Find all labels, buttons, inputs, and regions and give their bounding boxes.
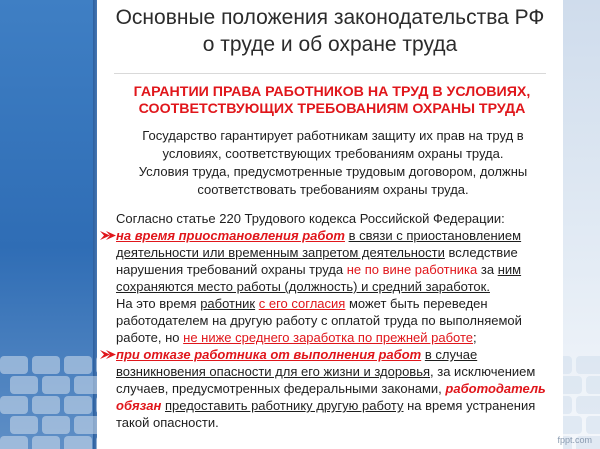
retained-rights-cont: сохраняются место работы (должность) и средний заработок.	[116, 279, 490, 294]
body-text: на время устранения	[403, 398, 536, 413]
body-text: может быть переведен	[345, 296, 488, 311]
decorative-tile	[586, 416, 600, 434]
title-line-1: Основные положения законодательства РФ	[115, 6, 545, 29]
decorative-tile	[32, 356, 60, 374]
title-divider	[114, 73, 546, 74]
suspension-reason: в связи с приостановлением	[348, 228, 522, 243]
body-line	[116, 329, 554, 346]
decorative-tile	[10, 376, 38, 394]
body-text: , за исключением	[430, 364, 536, 379]
body-line	[116, 295, 554, 312]
decorative-tile	[32, 436, 60, 449]
decorative-tile	[0, 356, 28, 374]
watermark: fppt.com	[557, 435, 592, 445]
body-text: вследствие	[444, 245, 518, 260]
decorative-tile	[10, 416, 38, 434]
decorative-tile	[42, 376, 70, 394]
article-text	[116, 210, 554, 431]
intro-line: Условия труда, предусмотренные трудовым договором, должны	[138, 164, 528, 179]
section-heading	[112, 84, 552, 118]
decorative-tile	[64, 436, 92, 449]
body-text: ;	[473, 330, 477, 345]
decorative-tile	[42, 416, 70, 434]
body-line	[116, 380, 554, 397]
suspension-reason-cont: деятельности или временным запретом деятельности	[116, 245, 445, 260]
decorative-tile	[576, 356, 600, 374]
decorative-tile	[0, 436, 28, 449]
body-line	[116, 278, 554, 295]
body-text: работе, но	[116, 330, 184, 345]
body-line	[116, 244, 554, 261]
decorative-tile	[64, 356, 92, 374]
bullet-arrow-icon	[100, 349, 116, 360]
decorative-tile	[586, 376, 600, 394]
section-heading-line-2: СООТВЕТСТВУЮЩИХ ТРЕБОВАНИЯМ ОХРАНЫ ТРУДА	[138, 101, 526, 117]
suspension-phrase: на время приостановления работ	[116, 228, 345, 243]
min-salary-guarantee: не ниже среднего заработка по прежней работе	[183, 330, 474, 345]
body-text: за	[477, 262, 498, 277]
body-text: такой опасности.	[116, 415, 219, 430]
retained-rights: ним	[497, 262, 522, 277]
section-heading-line-1: ГАРАНТИИ ПРАВА РАБОТНИКОВ НА ТРУД В УСЛОВИЯХ,	[133, 84, 531, 100]
obliged-term: обязан	[116, 398, 162, 413]
employee-term: работник	[200, 296, 256, 311]
refusal-condition-cont: возникновения опасности для его жизни и здоровья	[116, 364, 431, 379]
intro-line: соответствовать требованиям охраны труда.	[197, 182, 469, 197]
body-text: нарушения требований охраны труда	[116, 262, 347, 277]
intro-line: условиях, соответствующих требованиям охраны труда.	[162, 146, 504, 161]
body-line	[116, 312, 554, 329]
intro-paragraph	[110, 127, 556, 199]
with-consent: с его согласия	[258, 296, 346, 311]
decorative-tile	[64, 396, 92, 414]
not-employee-fault: не по вине работника	[346, 262, 478, 277]
body-line	[116, 397, 554, 414]
decorative-tile	[0, 396, 28, 414]
body-line	[116, 261, 554, 278]
refusal-condition: в случае	[424, 347, 478, 362]
body-text: случаев, предусмотренных федеральными законами,	[116, 381, 446, 396]
title-line-2: о труде и об охране труда	[202, 33, 458, 56]
body-line	[116, 346, 554, 363]
refusal-phrase: при отказе работника от выполнения работ	[116, 347, 422, 362]
body-line	[116, 363, 554, 380]
other-work-provision: предоставить работнику другую работу	[165, 398, 404, 413]
body-line	[116, 227, 554, 244]
body-text: На это время	[116, 296, 201, 311]
decorative-tile	[32, 396, 60, 414]
intro-line: Государство гарантирует работникам защиту их прав на труд в	[142, 128, 524, 143]
body-text: работодателем на другую работу с оплатой труда по выполняемой	[116, 313, 522, 328]
bullet-arrow-icon	[100, 230, 116, 241]
body-line	[116, 414, 554, 431]
decorative-tile	[576, 396, 600, 414]
employer-term: работодатель	[445, 381, 546, 396]
article-intro: Согласно статье 220 Трудового кодекса Российской Федерации:	[116, 211, 505, 226]
slide-title	[97, 4, 563, 66]
body-line	[116, 210, 554, 227]
